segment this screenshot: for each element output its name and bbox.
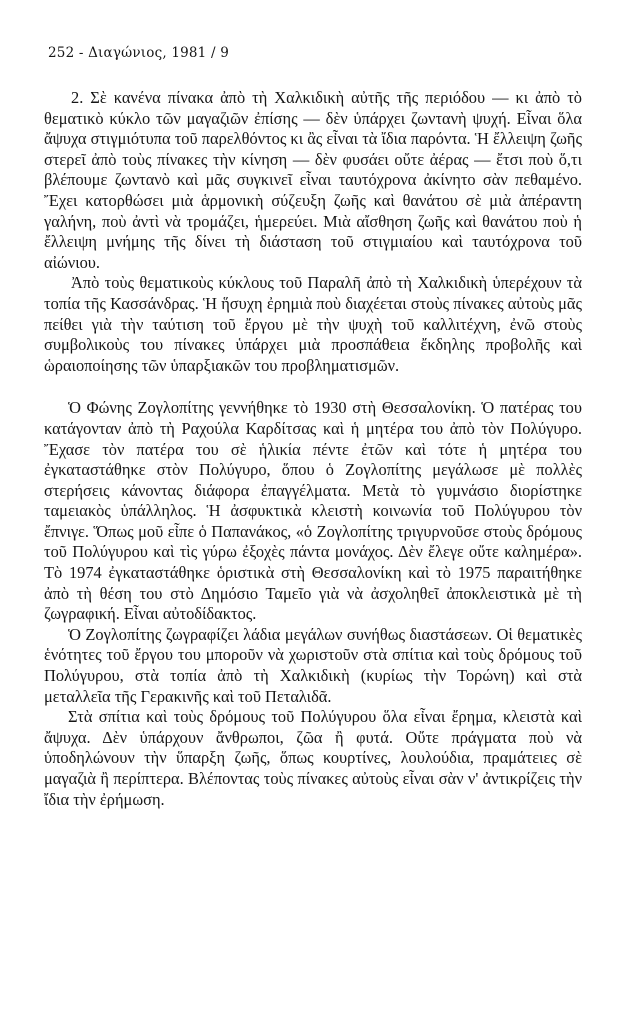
body-text [44,88,582,810]
section-gap [44,376,582,398]
section-numbered-2 [44,88,582,376]
paragraph: Ὁ Φώνης Ζογλοπίτης γεννήθηκε τὸ 1930 στὴ Θεσσαλονίκη. Ὁ πατέρας του κατάγονταν ἀπὸ τὴ Ραχούλα Καρδίτσας καὶ ἡ μητέρα του ἀπὸ τὸν Πολύγυρο. Ἔχασε τὸν πατέρα του σὲ ἡλικία πέντε ἐτῶν καὶ τότε ἡ μητέρα του ἐγκαταστάθηκε στὸν Πολύγυρο, ὅπου ὁ Ζογλοπίτης μεγάλωσε μὲ πολλὲς στερήσεις κάνοντας διάφορα ἐπαγγέλματα. Μετὰ τὸ γυμνάσιο διορίστηκε ταμειακὸς ὑπάλληλος. Ἡ ἀσφυκτικὰ κλειστὴ κοινωνία τοῦ Πολύγυρου τὸν ἔπνιγε. Ὅπως μοῦ εἶπε ὁ Παπανάκος, «ὁ Ζογλοπίτης τριγυρνοῦσε στοὺς δρόμους τοῦ Πολύγυρου καὶ τὶς γύρω ἐξοχὲς πάντα μονάχος. Δὲν ἔλεγε οὔτε καλημέρα». Τὸ 1974 ἐγκαταστάθηκε ὁριστικὰ στὴ Θεσσαλονίκη καὶ τὸ 1975 παραιτήθηκε ἀπὸ τὴ θέση του στὸ Δημόσιο Ταμεῖο γιὰ νὰ ἀσχοληθεῖ ἀποκλειστικὰ μὲ τὴ ζωγραφική. Εἶναι αὐτοδίδακτος. [44,398,582,624]
running-head: 252 - Διαγώνιος, 1981 / 9 [48,45,229,61]
paragraph: Ὁ Ζογλοπίτης ζωγραφίζει λάδια μεγάλων συνήθως διαστάσεων. Οἱ θεματικὲς ἑνότητες τοῦ ἔργου του μποροῦν νὰ χωριστοῦν στὰ σπίτια καὶ τοὺς δρόμους τοῦ Πολύγυρου, στὰ τοπία ἀπὸ τὴ Χαλκιδικὴ (κυρίως τὴν Τορώνη) καὶ στὰ μεταλλεῖα τῆς Γερακινῆς καὶ τοῦ Πεταλιδᾶ. [44,624,582,706]
paragraph: Ἀπὸ τοὺς θεματικοὺς κύκλους τοῦ Παραλῆ ἀπὸ τὴ Χαλκιδικὴ ὑπερέχουν τὰ τοπία τῆς Κασσάνδρας. Ἡ ἥσυχη ἐρημιὰ ποὺ διαχέεται στοὺς πίνακες αὐτοὺς μᾶς πείθει γιὰ τὴν ταύτιση τοῦ ἔργου μὲ τὴν ψυχὴ τοῦ καλλιτέχνη, ἐνῶ στοὺς συμβολικοὺς του πίνακες ὑπάρχει μιὰ προσπάθεια ἔκδηλης προβολῆς καὶ ὡραιοποίησης τῶν ὑπαρξιακῶν του προβληματισμῶν. [44,273,582,375]
section-biography [44,398,582,810]
paragraph: 2. Σὲ κανένα πίνακα ἀπὸ τὴ Χαλκιδικὴ αὐτῆς τῆς περιόδου — κι ἀπὸ τὸ θεματικὸ κύκλο τῶν μαγαζιῶν ἐπίσης — δὲν ὑπάρχει ζωντανὴ ψυχή. Εἶναι ὅλα ἄψυχα στιγμιότυπα τοῦ παρελθόντος κι ἂς εἶναι τὰ ἴδια παρόντα. Ἡ ἔλλειψη ζωῆς στερεῖ ἀπὸ τοὺς πίνακες τὴν κίνηση — δὲν φυσάει οὔτε ἀέρας — ἔτσι ποὺ ὅ,τι βλέπουμε ζωντανὸ καὶ μᾶς συγκινεῖ εἶναι ταυτόχρονα ἀκίνητο σὰν πεθαμένο. Ἔχει κατορθώσει μιὰ ἁρμονικὴ σύζευξη ζωῆς καὶ θανάτου σὲ μιὰ ἀπέραντη γαλήνη, ποὺ ἀντὶ νὰ τρομάζει, ἡμερεύει. Μιὰ αἴσθηση ζωῆς καὶ θανάτου ποὺ ἡ ἔλλειψη μνήμης τῆς δίνει τὴ διάσταση τοῦ στιγμιαίου καὶ ταυτόχρονα τοῦ αἰώνιου. [44,88,582,272]
paragraph: Στὰ σπίτια καὶ τοὺς δρόμους τοῦ Πολύγυρου ὅλα εἶναι ἔρημα, κλειστὰ καὶ ἄψυχα. Δὲν ὑπάρχουν ἄνθρωποι, ζῶα ἢ φυτά. Οὔτε πράγματα ποὺ νὰ ὑποδηλώνουν τὴν ὕπαρξη ζωῆς, ὅπως κουρτίνες, λουλούδια, πραμάτειες σὲ μαγαζιὰ ἢ περίπτερα. Βλέποντας τοὺς πίνακες αὐτοὺς εἶναι σὰν ν' ἀντικρίζεις τὴν ἴδια τὴν ἐρήμωση. [44,707,582,809]
